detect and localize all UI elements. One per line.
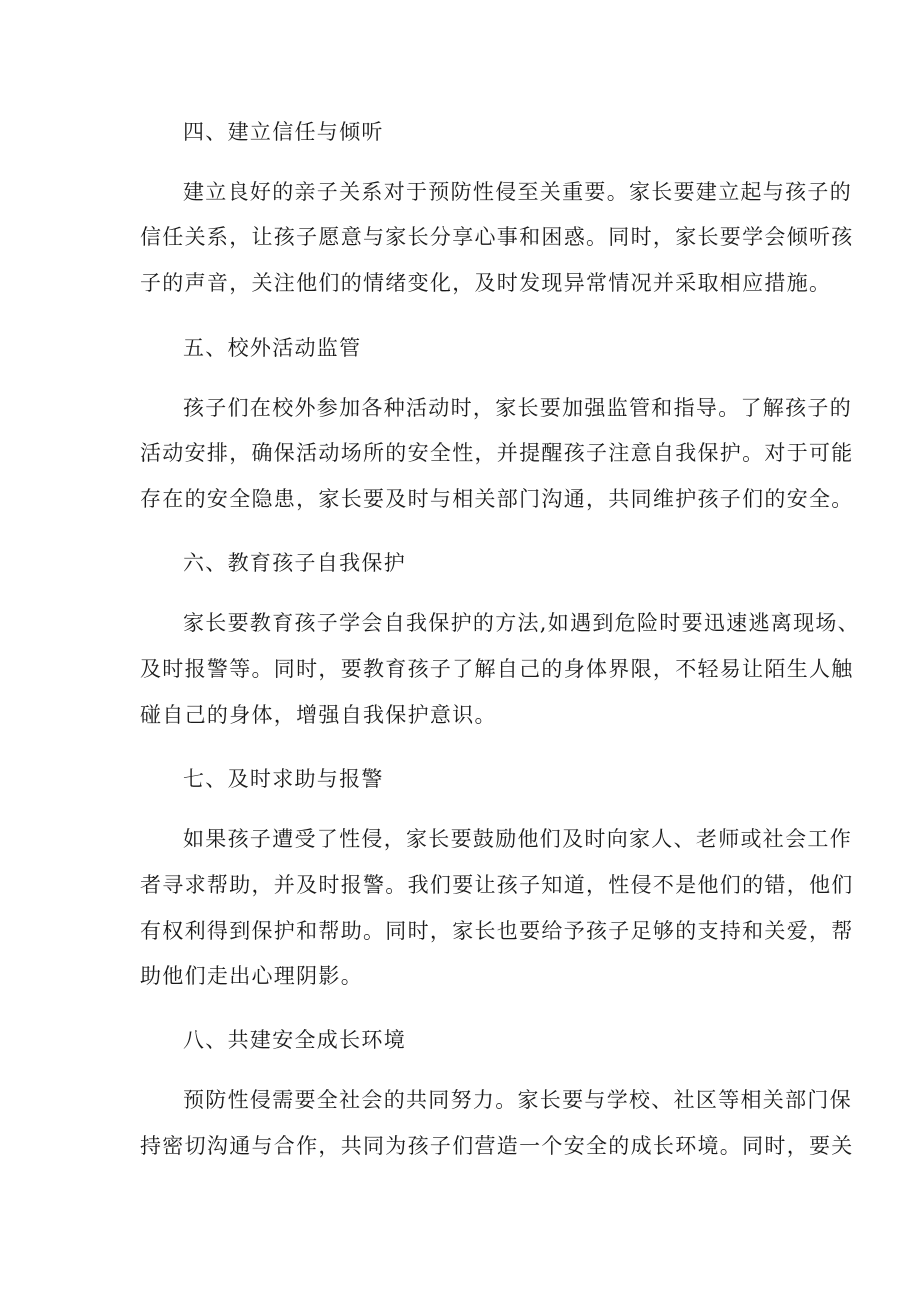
paragraph-line: 者寻求帮助，并及时报警。我们要让孩子知道，性侵不是他们的错，他们 [140,873,854,897]
paragraph-line: 信任关系，让孩子愿意与家长分享心事和困惑。同时，家长要学会倾听孩 [140,225,854,249]
paragraph-line: 活动安排，确保活动场所的安全性，并提醒孩子注意自我保护。对于可能 [140,441,854,465]
paragraph-line: 建立良好的亲子关系对于预防性侵至关重要。家长要建立起与孩子的 [183,180,852,204]
paragraph-line: 子的声音，关注他们的情绪变化，及时发现异常情况并采取相应措施。 [140,271,832,295]
paragraph-line: 如果孩子遭受了性侵，家长要鼓励他们及时向家人、老师或社会工作 [183,827,852,851]
section-heading-8: 八、共建安全成长环境 [183,1028,406,1052]
paragraph-line: 有权利得到保护和帮助。同时，家长也要给予孩子足够的支持和关爱，帮 [140,919,854,943]
paragraph-line: 助他们走出心理阴影。 [140,964,363,988]
paragraph-line: 碰自己的身体，增强自我保护意识。 [140,703,497,727]
paragraph-line: 家长要教育孩子学会自我保护的方法,如遇到危险时要迅速逃离现场、 [183,611,860,635]
section-heading-7: 七、及时求助与报警 [183,767,384,791]
paragraph-line: 及时报警等。同时，要教育孩子了解自己的身体界限，不轻易让陌生人触 [140,657,854,681]
paragraph-line: 持密切沟通与合作，共同为孩子们营造一个安全的成长环境。同时，要关 [140,1134,854,1158]
paragraph-line: 预防性侵需要全社会的共同努力。家长要与学校、社区等相关部门保 [183,1088,852,1112]
paragraph-line: 存在的安全隐患，家长要及时与相关部门沟通，共同维护孩子们的安全。 [140,487,854,511]
section-heading-4: 四、建立信任与倾听 [183,120,384,144]
section-heading-6: 六、教育孩子自我保护 [183,551,406,575]
paragraph-line: 孩子们在校外参加各种活动时，家长要加强监管和指导。了解孩子的 [183,396,852,420]
section-heading-5: 五、校外活动监管 [183,336,362,360]
